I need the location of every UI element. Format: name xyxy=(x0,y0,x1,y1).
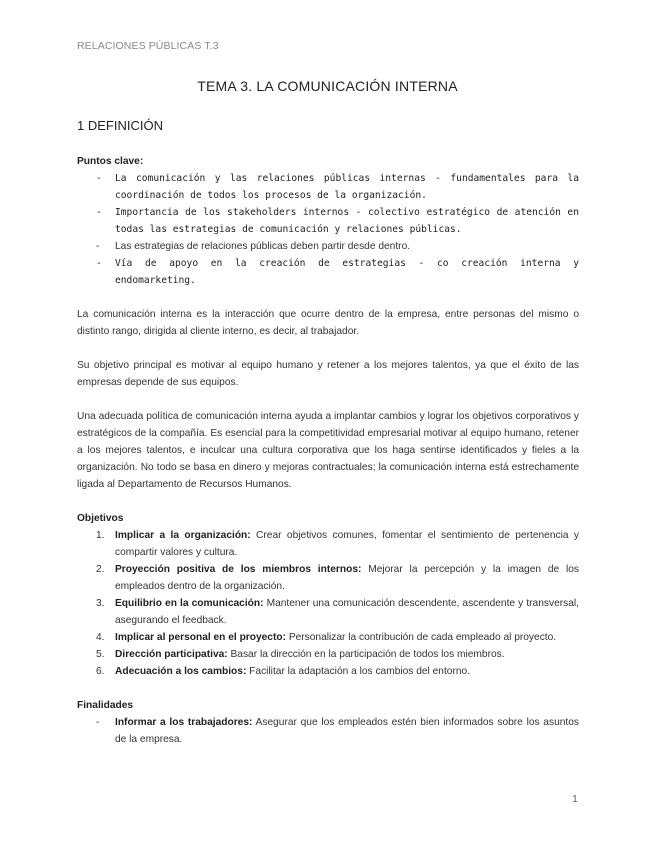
list-number: 6. xyxy=(96,666,105,677)
puntos-clave-heading: Puntos clave: xyxy=(77,156,144,167)
list-item xyxy=(77,595,579,629)
list-item-text: Personalizar la contribución de cada empleado al proyecto. xyxy=(285,632,557,643)
list-item xyxy=(77,255,579,289)
list-item-lead: Dirección participativa: xyxy=(115,649,228,660)
list-item xyxy=(77,527,579,561)
dash-bullet: - xyxy=(96,717,100,728)
list-item-text: La comunicación y las relaciones públicas internas - fundamentales para la coordinación de todos los procesos de la organización. xyxy=(115,173,579,201)
page-number: 1 xyxy=(572,793,578,805)
list-item-text: Crear objetivos comunes, fomentar el sentimiento de pertenencia y compartir valores y cultura. xyxy=(115,530,579,558)
list-item xyxy=(77,646,579,663)
list-number: 5. xyxy=(96,649,105,660)
paragraph: La comunicación interna es la interacción que ocurre dentro de la empresa, entre personas del mismo o distinto rango, dirigida al cliente interno, es decir, al trabajador. xyxy=(77,309,579,337)
list-item-lead: Adecuación a los cambios: xyxy=(115,666,247,677)
objetivos-list xyxy=(77,527,579,680)
list-item xyxy=(77,170,579,204)
page-title: TEMA 3. LA COMUNICACIÓN INTERNA xyxy=(197,78,458,94)
list-item xyxy=(77,629,579,646)
dash-bullet: - xyxy=(96,241,100,252)
page-content xyxy=(77,153,579,748)
list-number: 3. xyxy=(96,598,105,609)
list-item-lead: Informar a los trabajadores: xyxy=(115,717,253,728)
list-item xyxy=(77,204,579,238)
finalidades-heading: Finalidades xyxy=(77,700,134,711)
list-item-lead: Implicar al personal en el proyecto: xyxy=(115,632,286,643)
list-number: 2. xyxy=(96,564,105,575)
list-item xyxy=(77,238,579,255)
running-header: RELACIONES PÚBLICAS T.3 xyxy=(77,40,219,52)
list-item-text: Las estrategias de relaciones públicas deben partir desde dentro. xyxy=(115,241,411,252)
list-item-text: Mantener una comunicación descendente, ascendente y transversal, asegurando el feedback. xyxy=(115,598,579,626)
dash-bullet: - xyxy=(96,173,102,184)
list-item-text: Importancia de los stakeholders internos - colectivo estratégico de atención en todas las estrategias de comunicación y relaciones públicas. xyxy=(115,207,579,235)
list-item-text: Asegurar que los empleados estén bien informados sobre los asuntos de la empresa. xyxy=(115,717,579,745)
list-item xyxy=(77,663,579,680)
paragraph: Una adecuada política de comunicación interna ayuda a implantar cambios y lograr los objetivos corporativos y estratégicos de la compañía. Es esencial para la competitividad empresarial motivar al equipo humano, retener a los mejores talentos, e inculcar una cultura corporativa que los haga sentirse identificados y fieles a la organización. No todo se basa en dinero y mejoras contractuales; la comunicación interna está estrechamente ligada al Departamento de Recursos Humanos. xyxy=(77,411,579,490)
finalidades-list xyxy=(77,714,579,748)
list-item-lead: Equilibrio en la comunicación: xyxy=(115,598,264,609)
section-title: 1 DEFINICIÓN xyxy=(77,118,163,133)
objetivos-heading: Objetivos xyxy=(77,513,124,524)
list-item-text: Mejorar la percepción y la imagen de los empleados dentro de la organización. xyxy=(115,564,580,592)
list-item-text: Facilitar la adaptación a los cambios del entorno. xyxy=(246,666,471,677)
dash-bullet: - xyxy=(96,258,102,269)
puntos-clave-list xyxy=(77,170,579,289)
paragraph: Su objetivo principal es motivar al equipo humano y retener a los mejores talentos, ya que el éxito de las empresas depende de sus equipos. xyxy=(77,360,579,388)
list-item-text: Basar la dirección en la participación de todos los miembros. xyxy=(227,649,505,660)
dash-bullet: - xyxy=(96,207,102,218)
list-item xyxy=(77,561,579,595)
list-number: 4. xyxy=(96,632,105,643)
list-item-lead: Implicar a la organización: xyxy=(115,530,251,541)
list-item-text: Vía de apoyo en la creación de estrategias - co creación interna y endomarketing. xyxy=(115,258,579,286)
list-number: 1. xyxy=(96,530,105,541)
list-item-lead: Proyección positiva de los miembros internos: xyxy=(115,564,362,575)
list-item xyxy=(77,714,579,748)
